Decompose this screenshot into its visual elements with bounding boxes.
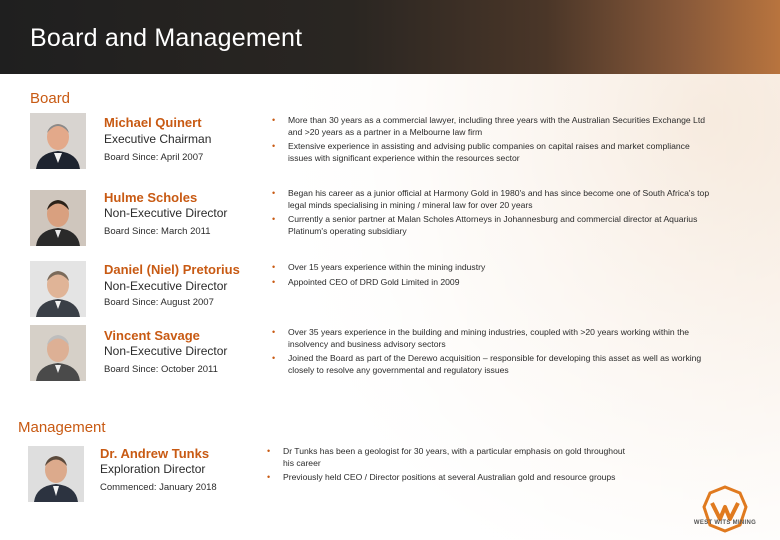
member-name: Michael Quinert [104, 115, 202, 130]
member-name: Hulme Scholes [104, 190, 198, 205]
member-role: Non-Executive Director [104, 206, 228, 220]
title-banner [0, 0, 780, 74]
bullet-item: • Appointed CEO of DRD Gold Limited in 2009 [272, 277, 712, 289]
member-since: Board Since: October 2011 [104, 364, 218, 375]
bullet-item: • Joined the Board as part of the Derewo acquisition – responsible for developing this asset as well as working closely to resolve any governmental and regulatory issues [272, 353, 712, 376]
section-heading-management: Management [18, 419, 106, 436]
member-bullets [267, 446, 627, 487]
member-name: Vincent Savage [104, 328, 200, 343]
avatar-vincent-savage [30, 325, 86, 381]
member-bullets [272, 327, 712, 379]
member-since: Board Since: April 2007 [104, 152, 204, 163]
avatar-daniel-pretorius [30, 261, 86, 317]
bullet-item: • Previously held CEO / Director positions at several Australian gold and resource groups [267, 472, 627, 484]
member-bullets [272, 115, 712, 167]
member-name: Daniel (Niel) Pretorius [104, 262, 240, 277]
avatar-hulme-scholes [30, 190, 86, 246]
bullet-item: • Dr Tunks has been a geologist for 30 years, with a particular emphasis on gold throughout his career [267, 446, 627, 469]
member-since: Commenced: January 2018 [100, 482, 217, 493]
member-role: Non-Executive Director [104, 344, 228, 358]
member-since: Board Since: March 2011 [104, 226, 211, 237]
bullet-item: • Currently a senior partner at Malan Scholes Attorneys in Johannesburg and commercial director at Aquarius Platinum's operating subsidiary [272, 214, 712, 237]
avatar-andrew-tunks [28, 446, 84, 502]
bullet-item: • Over 15 years experience within the mining industry [272, 262, 712, 274]
bullet-item: • Began his career as a junior official at Harmony Gold in 1980's and has since become one of South Africa's top legal minds specialising in mining / mineral law for over 20 years [272, 188, 712, 211]
member-bullets [272, 262, 712, 291]
member-name: Dr. Andrew Tunks [100, 446, 210, 461]
bullet-item: • Extensive experience in assisting and advising public companies on capital raises and market compliance issues with significant experience within the resources sector [272, 141, 712, 164]
member-bullets [272, 188, 712, 240]
bullet-item: • Over 35 years experience in the building and mining industries, coupled with >20 years working within the insolvency and business advisory sectors [272, 327, 712, 350]
avatar-michael-quinert [30, 113, 86, 169]
company-logo-text: WEST WITS MINING [693, 520, 757, 526]
member-since: Board Since: August 2007 [104, 297, 214, 308]
member-role: Executive Chairman [104, 132, 212, 146]
member-role: Exploration Director [100, 462, 206, 476]
member-role: Non-Executive Director [104, 279, 228, 293]
section-heading-board: Board [30, 90, 71, 107]
page-title: Board and Management [30, 24, 303, 52]
bullet-item: • More than 30 years as a commercial lawyer, including three years with the Australian Securities Exchange Ltd and >20 years as a partner in a Melbourne law firm [272, 115, 712, 138]
